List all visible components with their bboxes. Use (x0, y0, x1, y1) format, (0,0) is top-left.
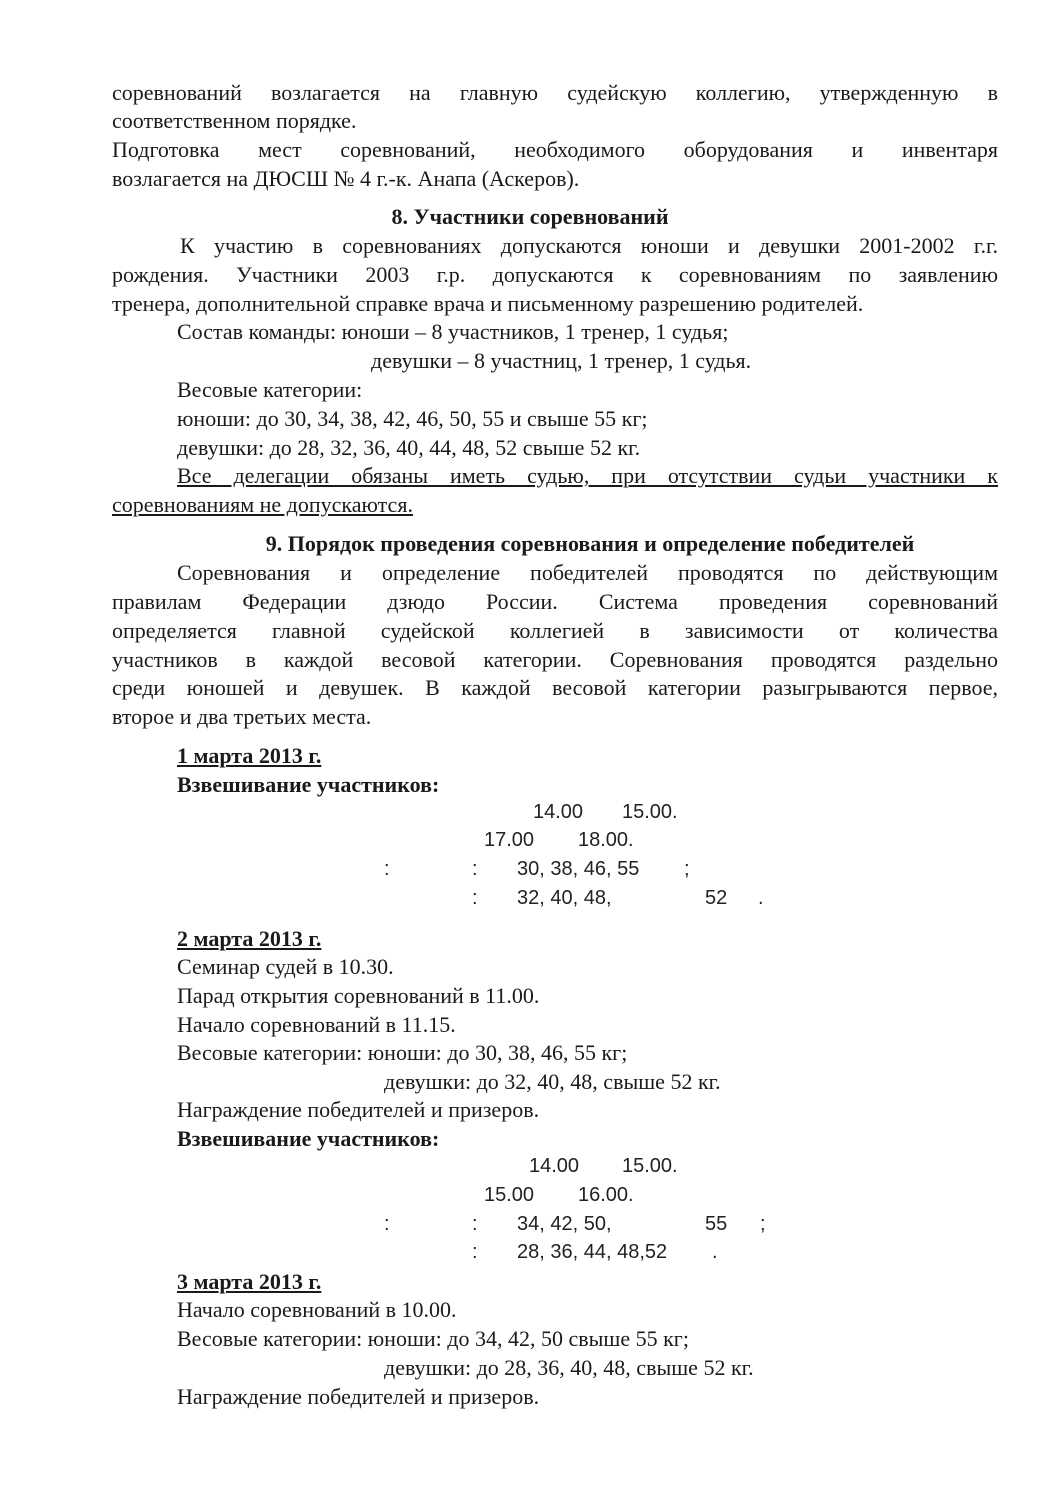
team-composition-boys: Состав команды: юноши – 8 участников, 1 тренер, 1 судья; (177, 319, 729, 344)
day2-girls-categories: 28, 36, 44, 48,52 (517, 1241, 668, 1263)
day1-boys-categories: 30, 38, 46, 55 (517, 858, 640, 880)
day2-line-6: Награждение победителей и призеров. (177, 1097, 540, 1122)
day2-semicolon: ; (760, 1213, 766, 1235)
section8-heading: 8. Участники соревнований (391, 204, 669, 229)
weight-categories-title: Весовые категории: (177, 377, 363, 402)
day1-time-end-1: 15.00. (622, 801, 678, 823)
day3-line-1: Начало соревнований в 10.00. (177, 1297, 457, 1322)
day2-boys-categories: 34, 42, 50, (517, 1213, 612, 1235)
section9-line-3: определяется главной судейской коллегией в зависимости от количества (112, 618, 998, 643)
referee-note-line-1: Все делегации обязаны иметь судью, при отсутствии судьи участники к (177, 463, 998, 488)
section8-para-line-2: рождения. Участники 2003 г.р. допускаются к соревнованиям по заявлению (112, 262, 998, 287)
section8-para-line-1: К участию в соревнованиях допускаются юноши и девушки 2001-2002 г.г. (180, 233, 998, 258)
day1-colon-2: : (472, 858, 478, 880)
weight-categories-boys: юноши: до 30, 34, 38, 42, 46, 50, 55 и свыше 55 кг; (177, 406, 648, 431)
day1-date: 1 марта 2013 г. (177, 743, 322, 768)
referee-note-line-2: соревнованиям не допускаются. (112, 492, 413, 517)
day2-time-end-1: 15.00. (622, 1155, 678, 1177)
intro-line-1: соревнований возлагается на главную судейскую коллегию, утвержденную в (112, 80, 998, 105)
day2-date: 2 марта 2013 г. (177, 926, 322, 951)
section8-para-line-3: тренера, дополнительной справке врача и письменному разрешению родителей. (112, 291, 864, 316)
day1-semicolon: ; (684, 858, 690, 880)
day3-line-4: Награждение победителей и призеров. (177, 1384, 540, 1409)
day1-colon-3: : (472, 887, 478, 909)
day2-time-start-1: 14.00 (529, 1155, 580, 1177)
intro-line-4: возлагается на ДЮСШ № 4 г.-к. Анапа (Аскеров). (112, 166, 580, 191)
day2-time-end-2: 16.00. (578, 1184, 634, 1206)
day3-date: 3 марта 2013 г. (177, 1269, 322, 1294)
section9-line-2: правилам Федерации дзюдо России. Система проведения соревнований (112, 589, 998, 614)
section9-line-4: участников в каждой весовой категории. Соревнования проводятся раздельно (112, 647, 998, 672)
day2-time-start-2: 15.00 (484, 1184, 535, 1206)
day1-weighin-title: Взвешивание участников: (177, 772, 440, 797)
day3-line-2: Весовые категории: юноши: до 34, 42, 50 свыше 55 кг; (177, 1326, 689, 1351)
day1-time-end-2: 18.00. (578, 829, 634, 851)
day2-line-1: Семинар судей в 10.30. (177, 954, 394, 979)
day1-time-start-1: 14.00 (533, 801, 584, 823)
section9-line-6: второе и два третьих места. (112, 704, 372, 729)
day2-line-5: девушки: до 32, 40, 48, свыше 52 кг. (384, 1069, 721, 1094)
section9-line-5: среди юношей и девушек. В каждой весовой категории разыгрываются первое, (112, 675, 998, 700)
day2-colon-2: : (472, 1213, 478, 1235)
intro-line-2: соответственном порядке. (112, 108, 357, 133)
section9-heading: 9. Порядок проведения соревнования и определение победителей (265, 531, 915, 556)
weight-categories-girls: девушки: до 28, 32, 36, 40, 44, 48, 52 свыше 52 кг. (177, 435, 641, 460)
day1-period: . (758, 887, 764, 909)
team-composition-girls: девушки – 8 участниц, 1 тренер, 1 судья. (371, 348, 752, 373)
section9-line-1: Соревнования и определение победителей проводятся по действующим (177, 560, 998, 585)
day2-period: . (712, 1241, 718, 1263)
day2-colon-3: : (472, 1241, 478, 1263)
day2-colon-1: : (384, 1213, 390, 1235)
day3-line-3: девушки: до 28, 36, 40, 48, свыше 52 кг. (384, 1355, 754, 1380)
day2-weighin-title: Взвешивание участников: (177, 1126, 440, 1151)
day1-girls-categories: 32, 40, 48, (517, 887, 612, 909)
day1-girls-over: 52 (705, 887, 728, 909)
day2-line-2: Парад открытия соревнований в 11.00. (177, 983, 540, 1008)
day2-line-3: Начало соревнований в 11.15. (177, 1012, 456, 1037)
intro-line-3: Подготовка мест соревнований, необходимого оборудования и инвентаря (112, 137, 998, 162)
day1-time-start-2: 17.00 (484, 829, 535, 851)
day2-line-4: Весовые категории: юноши: до 30, 38, 46, 55 кг; (177, 1040, 628, 1065)
day1-colon-1: : (384, 858, 390, 880)
day2-boys-over: 55 (705, 1213, 728, 1235)
